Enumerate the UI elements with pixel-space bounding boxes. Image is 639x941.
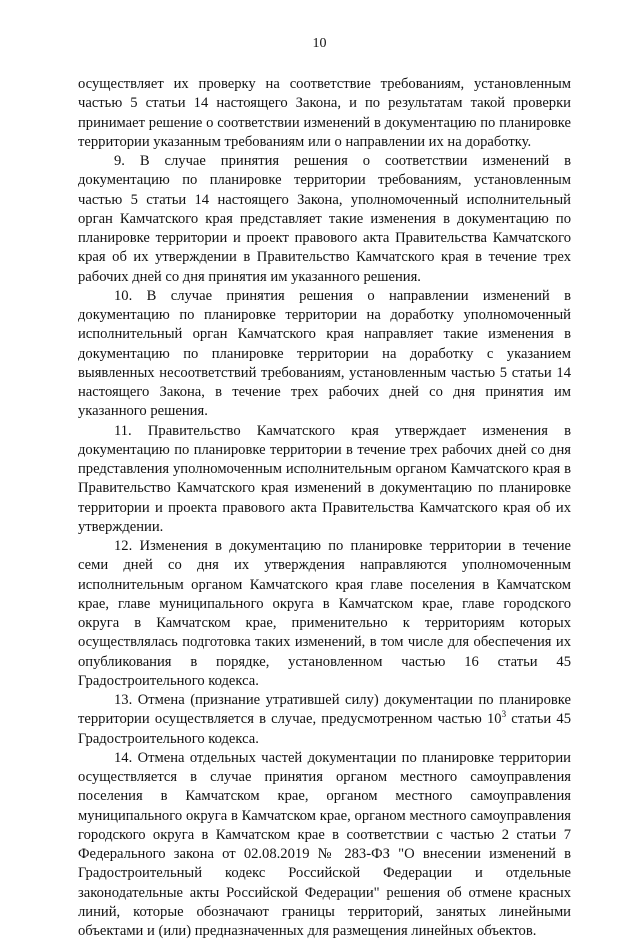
paragraph-11: 11. Правительство Камчатского края утверждает изменения в документацию по планировке территории в течение трех рабочих дней со дня представления уполномоченным исполнительным органом Камчатского края в Правительство Камчатского края изменений в документацию по планировке территории и проекта правового акта Правительства Камчатского края об их утверждении. xyxy=(78,422,571,535)
paragraph-13 xyxy=(78,691,571,749)
paragraph-13-text-after: статьи 45 Градостроительного кодекса. xyxy=(78,711,571,747)
paragraph-9: 9. В случае принятия решения о соответствии изменений в документацию по планировке территории требованиям, установленным частью 5 статьи 14 настоящего Закона, уполномоченный исполнительный орган Камчатского края представляет такие изменения в документацию по планировке территории и проект правового акта Правительства Камчатского края об их утверждении в Правительство Камчатского края в течение трех рабочих дней со дня принятия им указанного решения. xyxy=(78,153,571,285)
paragraph-13-superscript: 3 xyxy=(501,709,507,720)
page-number: 10 xyxy=(312,36,327,51)
paragraph-10: 10. В случае принятия решения о направлении изменений в документацию по планировке территории на доработку уполномоченный исполнительный орган Камчатского края направляет такие изменения в документацию по планировке территории на доработку с указанием выявленных несоответствий требованиям, установленным частью 5 статьи 14 настоящего Закона, в течение трех рабочих дней со дня принятия им указанного решения. xyxy=(78,287,571,420)
paragraph-continuation: осуществляет их проверку на соответствие требованиям, установленным частью 5 статьи 14 настоящего Закона, и по результатам такой проверки принимает решение о соответствии изменений в документацию по планировке территории указанным требованиям или о направлении их на доработку. xyxy=(78,76,571,150)
paragraph-14: 14. Отмена отдельных частей документации по планировке территории осуществляется в случае принятия органом местного самоуправления поселения в Камчатском крае, органом местного самоуправления муниципального округа в Камчатском крае, органом местного самоуправления городского округа в Камчатском крае в соответствии с частью 2 статьи 7 Федерального закона от 02.08.2019 № 283-ФЗ "О внесении изменений в Градостроительный кодекс Российской Федерации и отдельные законодательные акты Российской Федерации" решения об отмене красных линий, которые обозначают границы территорий, занятых линейными объектами и (или) предназначенных для размещения линейных объектов. xyxy=(78,749,571,939)
paragraph-12: 12. Изменения в документацию по планировке территории в течение семи дней со дня их утверждения направляются уполномоченным исполнительным органом Камчатского края главе поселения в Камчатском крае, главе муниципального округа в Камчатском крае, главе городского округа в Камчатском крае, применительно к территориям которых осуществлялась подготовка таких изменений, в том числе для обеспечения их опубликования в порядке, установленном частью 16 статьи 45 Градостроительного кодекса. xyxy=(78,538,571,689)
paragraph-13-text-before: 13. Отмена (признание утратившей силу) документации по планировке территории осуществляется в случае, предусмотренном частью 10 xyxy=(78,692,571,728)
document-body xyxy=(78,75,571,941)
